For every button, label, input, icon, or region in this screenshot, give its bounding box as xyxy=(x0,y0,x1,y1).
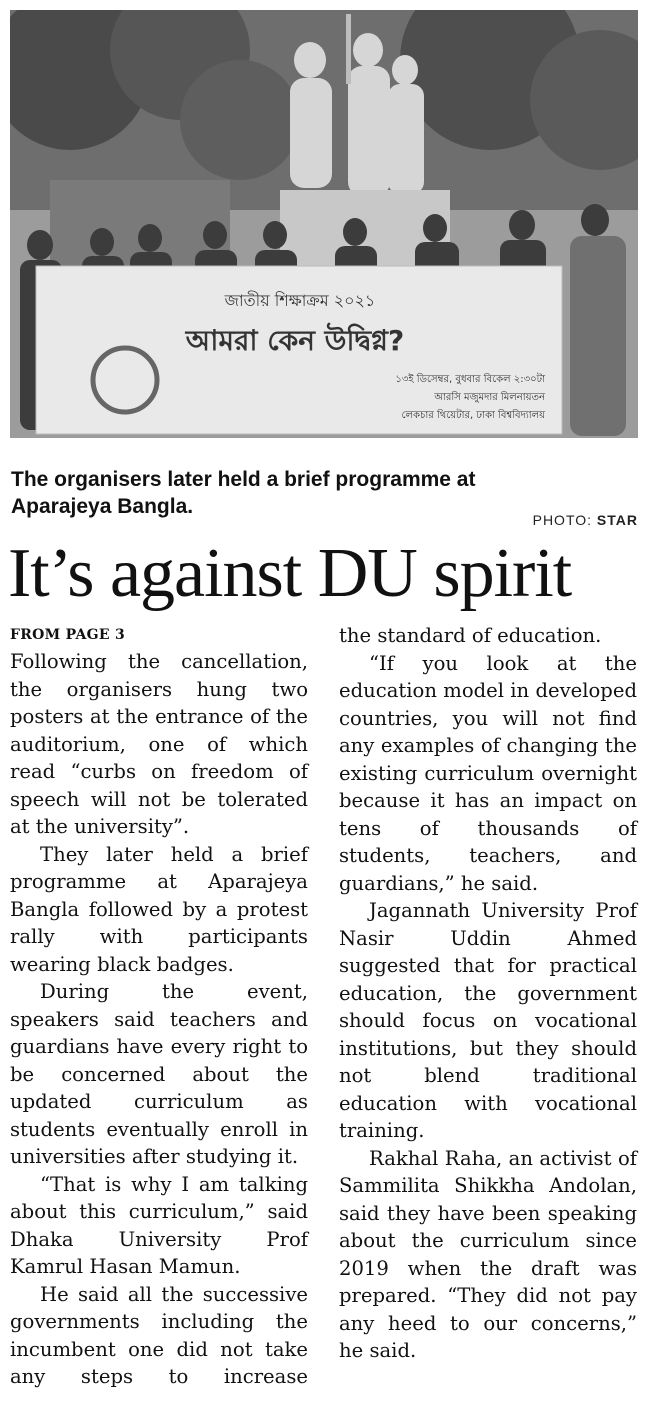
paragraph: Rakhal Raha, an activist of Sammilita Shikkha Andolan, said they have been speaking about the curriculum since 2019 when the draft was prepared. “They did not pay any heed to our concerns,” he said. xyxy=(339,1146,637,1362)
paragraph: the standard of education. xyxy=(339,624,602,647)
photo-credit-source: STAR xyxy=(596,512,638,528)
svg-text:লেকচার থিয়েটার, ঢাকা বিশ্ববিদ: লেকচার থিয়েটার, ঢাকা বিশ্ববিদ্যালয় xyxy=(401,410,545,421)
paragraph: “If you look at the education model in developed countries, you will not find any examples of changing the existing curriculum overnight because it has an impact on tens of thousands of students, teachers, and guardians,” he said. xyxy=(339,651,637,895)
article-column-2 xyxy=(339,622,637,1365)
article-column-1 xyxy=(10,622,308,1391)
svg-text:জাতীয় শিক্ষাক্রম ২০২১: জাতীয় শিক্ষাক্রম ২০২১ xyxy=(224,291,376,310)
svg-text:১৩ই ডিসেম্বর, বুধবার বিকেল ২:৩: ১৩ই ডিসেম্বর, বুধবার বিকেল ২:৩০টা xyxy=(395,374,545,385)
paragraph: “That is why I am talking about this curriculum,” said Dhaka University Prof Kamrul Hasan Mamun. xyxy=(10,1172,308,1278)
photo-credit-label: PHOTO: xyxy=(532,512,593,528)
svg-text:আরসি মজুমদার মিলনায়তন: আরসি মজুমদার মিলনায়তন xyxy=(434,392,545,403)
protest-scene-illustration xyxy=(10,10,638,438)
paragraph: During the event, speakers said teachers and guardians have every right to be concerned about the updated curriculum as students eventually enroll in universities after studying it. xyxy=(10,980,308,1168)
news-photo xyxy=(10,10,638,438)
svg-text:আমরা কেন উদ্বিগ্ন?: আমরা কেন উদ্বিগ্ন? xyxy=(185,324,405,357)
headline: It’s against DU spirit xyxy=(8,535,572,612)
protest-banner xyxy=(36,266,562,434)
photo-caption: The organisers later held a brief programme at Aparajeya Bangla. xyxy=(11,468,476,518)
paragraph: He said all the successive governments including the incumbent one did not take any steps to increase xyxy=(10,1282,308,1388)
paragraph: They later held a brief programme at Aparajeya Bangla followed by a protest rally with participants wearing black badges. xyxy=(10,842,308,976)
photo-credit xyxy=(533,512,638,528)
paragraph: Jagannath University Prof Nasir Uddin Ahmed suggested that for practical education, the government should focus on vocational institutions, but they should not blend traditional education with vocational training. xyxy=(339,899,637,1142)
paragraph: Following the cancellation, the organisers hung two posters at the entrance of the auditorium, one of which read “curbs on freedom of speech will not be tolerated at the university”. xyxy=(10,650,308,838)
from-page-label: FROM PAGE 3 xyxy=(10,627,126,643)
